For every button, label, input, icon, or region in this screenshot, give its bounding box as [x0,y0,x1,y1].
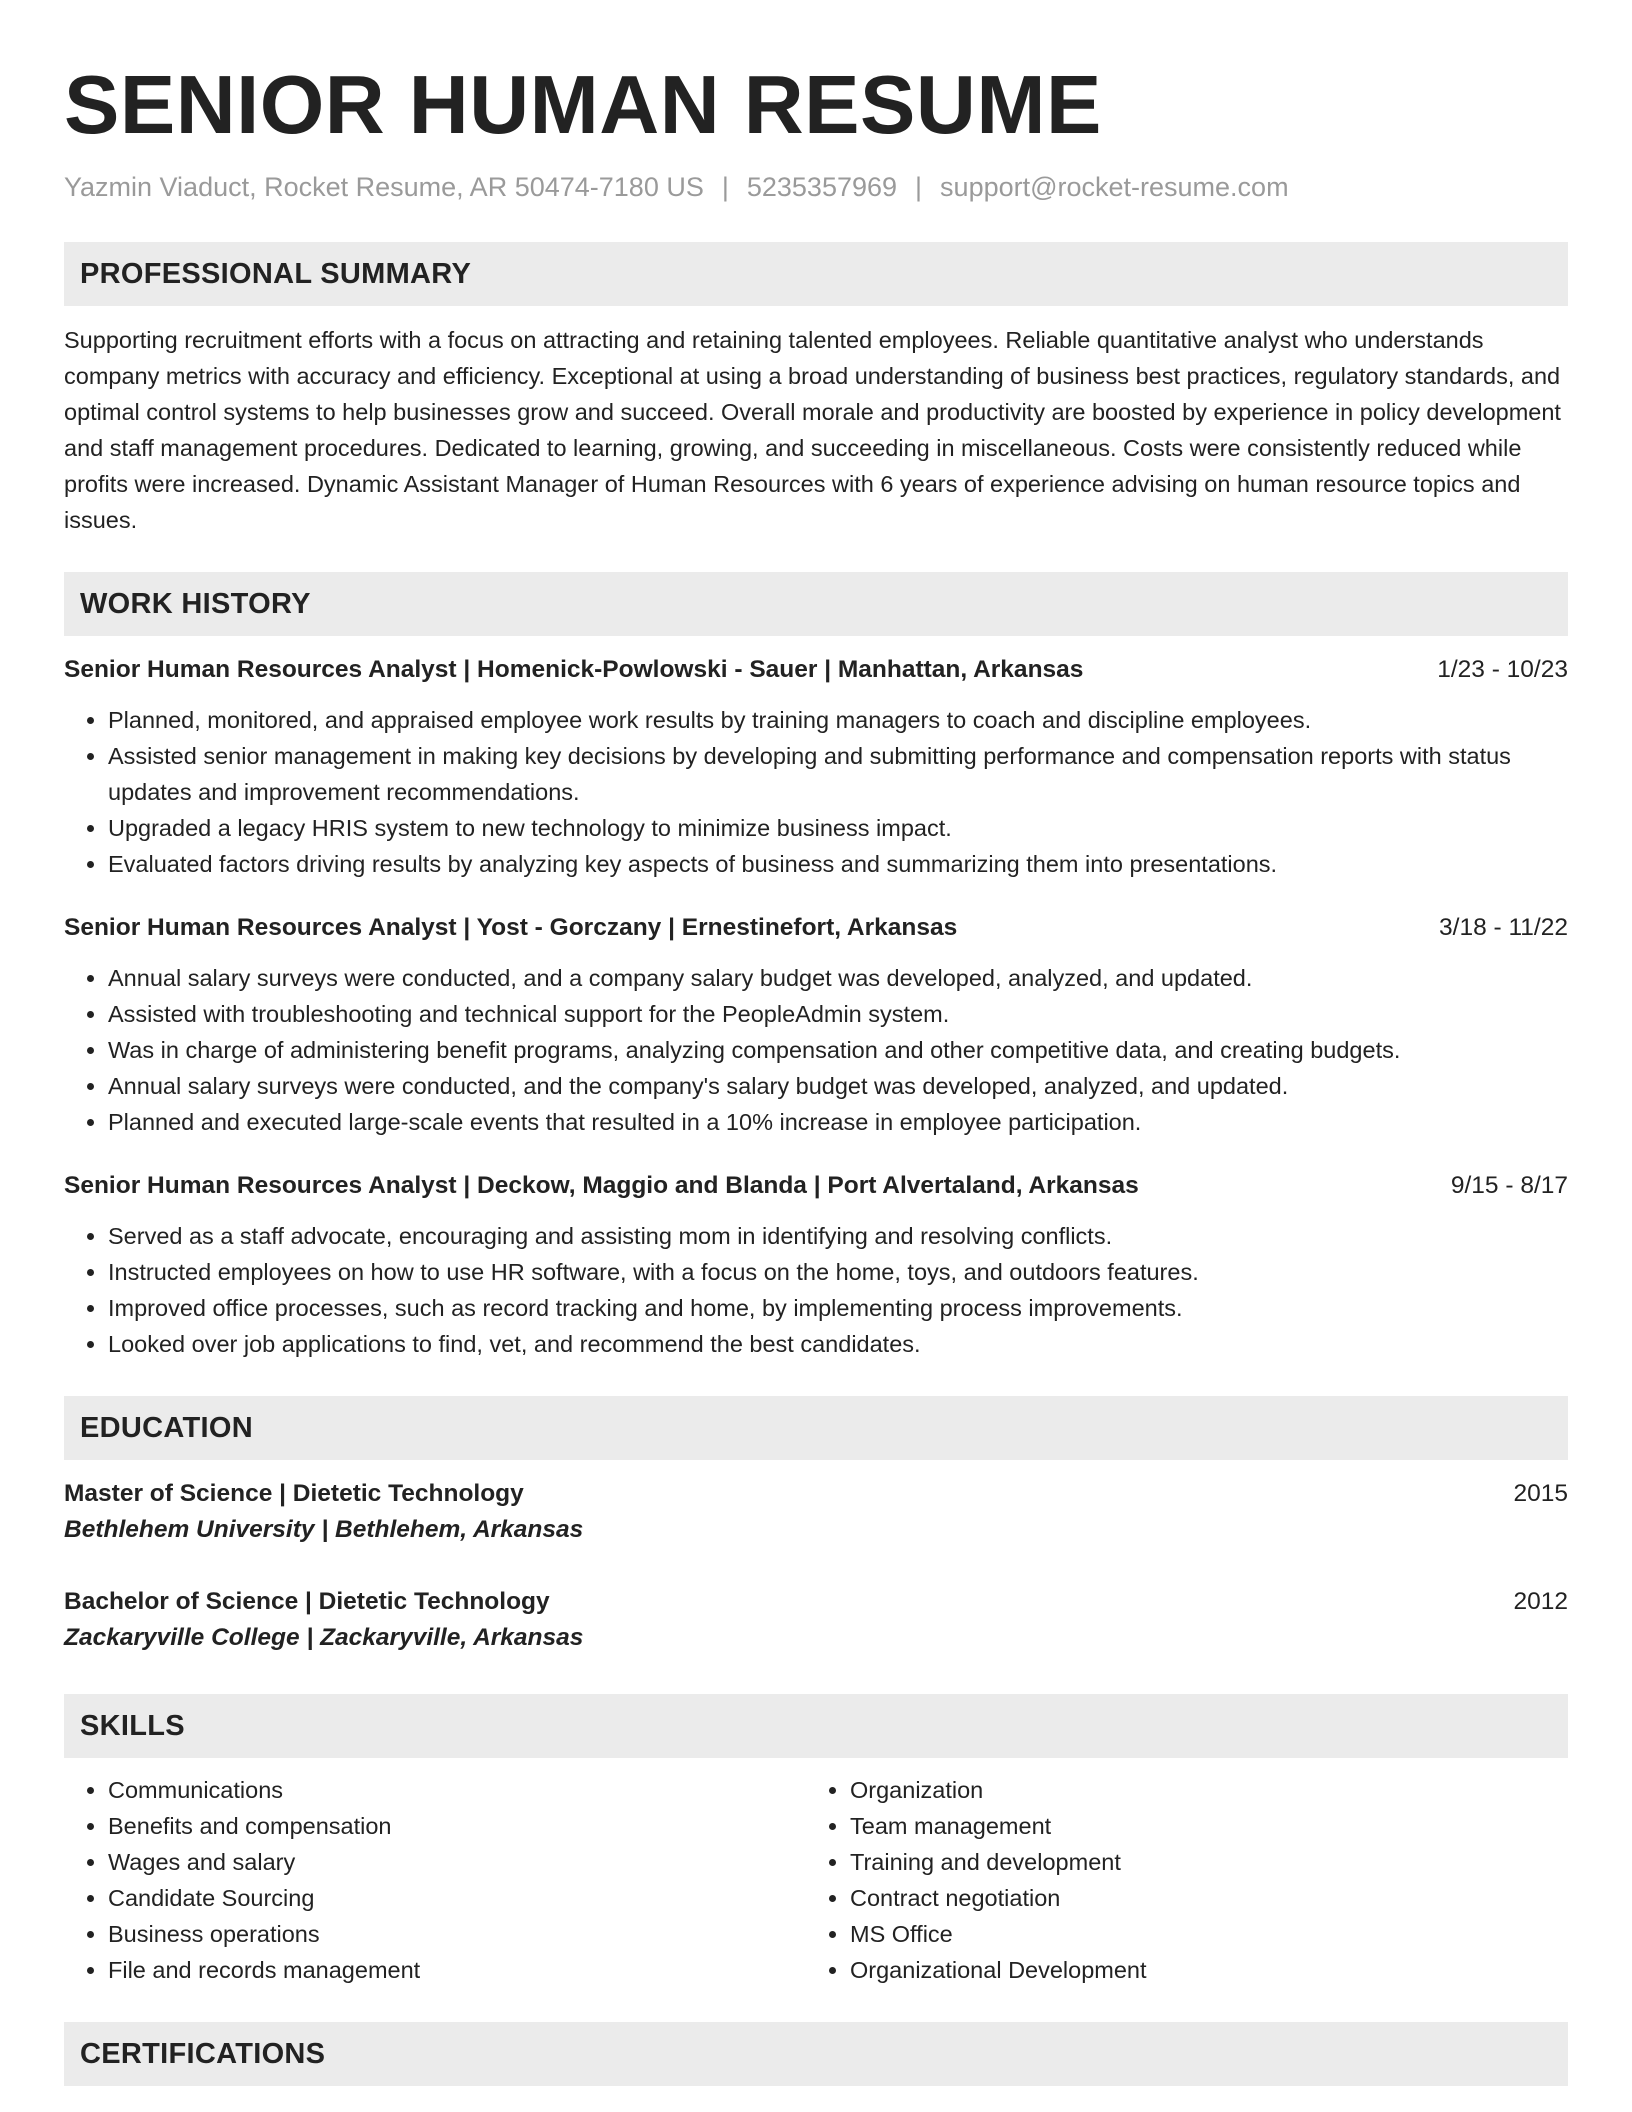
job-bullet: • Annual salary surveys were conducted, and the company's salary budget was developed, analyzed, and updated. [108,1068,1568,1104]
job-bullet: • Evaluated factors driving results by analyzing key aspects of business and summarizing them into presentations. [108,846,1568,882]
job-bullet: • Served as a staff advocate, encouraging and assisting mom in identifying and resolving conflicts. [108,1218,1568,1254]
skill-item: • Contract negotiation [850,1880,1548,1916]
education-school: Zackaryville College | Zackaryville, Arkansas [64,1624,584,1651]
job-entry [64,1168,1568,1362]
job-bullet: • Planned, monitored, and appraised employee work results by training managers to coach and discipline employees. [108,702,1568,738]
job-title: Senior Human Resources Analyst | Homenick-Powlowski - Sauer | Manhattan, Arkansas [64,656,1084,683]
contact-separator: | [721,172,729,202]
job-dates: 1/23 - 10/23 [1437,656,1568,683]
job-bullets [64,960,1568,1140]
section-heading-skills: SKILLS [64,1694,1568,1758]
contact-separator: | [915,172,923,202]
skill-item: • Organization [850,1772,1548,1808]
job-bullets [64,702,1568,882]
skill-item: • MS Office [850,1916,1548,1952]
education-year: 2015 [1513,1480,1568,1507]
education-header [64,1584,1568,1620]
job-dates: 9/15 - 8/17 [1450,1172,1568,1199]
job-bullet: • Was in charge of administering benefit programs, analyzing compensation and other competitive data, and creating budgets. [108,1032,1568,1068]
skill-item: • Team management [850,1808,1548,1844]
education-school: Bethlehem University | Bethlehem, Arkansas [64,1516,584,1543]
skill-item: • Candidate Sourcing [108,1880,806,1916]
job-header [64,910,1568,946]
job-bullets [64,1218,1568,1362]
job-bullet: • Assisted senior management in making key decisions by developing and submitting performance and compensation reports with status updates and improvement recommendations. [108,738,1568,810]
job-bullet: • Annual salary surveys were conducted, and a company salary budget was developed, analyzed, and updated. [108,960,1568,996]
job-bullet: • Planned and executed large-scale events that resulted in a 10% increase in employee participation. [108,1104,1568,1140]
section-heading-certifications: CERTIFICATIONS [64,2022,1568,2086]
skill-item: • Wages and salary [108,1844,806,1880]
education-entry [64,1476,1568,1548]
skills-list-left [64,1772,806,1988]
skills-list-right [806,1772,1548,1988]
contact-email: support@rocket-resume.com [940,172,1289,202]
contact-phone: 5235357969 [746,172,898,202]
contact-line [64,170,1568,204]
job-bullet: • Improved office processes, such as record tracking and home, by implementing process improvements. [108,1290,1568,1326]
job-bullet: • Looked over job applications to find, vet, and recommend the best candidates. [108,1326,1568,1362]
job-bullet: • Assisted with troubleshooting and technical support for the PeopleAdmin system. [108,996,1568,1032]
resume-title: SENIOR HUMAN RESUME [64,58,1102,151]
job-entry [64,652,1568,882]
job-title: Senior Human Resources Analyst | Deckow, Maggio and Blanda | Port Alvertaland, Arkansas [64,1172,1139,1199]
job-title: Senior Human Resources Analyst | Yost - Gorczany | Ernestinefort, Arkansas [64,914,958,941]
skill-item: • Training and development [850,1844,1548,1880]
education-degree: Bachelor of Science | Dietetic Technology [64,1588,550,1615]
skill-item: • File and records management [108,1952,806,1988]
job-bullet: • Instructed employees on how to use HR software, with a focus on the home, toys, and outdoors features. [108,1254,1568,1290]
resume-content [64,56,1568,2086]
job-bullet: • Upgraded a legacy HRIS system to new technology to minimize business impact. [108,810,1568,846]
summary-text: Supporting recruitment efforts with a focus on attracting and retaining talented employees. Reliable quantitative analyst who understands company metrics with accuracy and efficiency. Exceptional at using a broad understanding of business best practices, regulatory standards, and optimal control systems to help businesses grow and succeed. Overall morale and productivity are boosted by experience in policy development and staff management procedures. Dedicated to learning, growing, and succeeding in miscellaneous. Costs were consistently reduced while profits were increased. Dynamic Assistant Manager of Human Resources with 6 years of experience advising on human resource topics and issues. [64,327,1561,533]
education-degree: Master of Science | Dietetic Technology [64,1480,524,1507]
section-heading-summary: PROFESSIONAL SUMMARY [64,242,1568,306]
education-header [64,1476,1568,1512]
contact-address: Yazmin Viaduct, Rocket Resume, AR 50474-7180 US [64,172,704,202]
section-heading-work-history: WORK HISTORY [64,572,1568,636]
job-header [64,652,1568,688]
education-entry [64,1584,1568,1656]
skill-item: • Communications [108,1772,806,1808]
skill-item: • Organizational Development [850,1952,1548,1988]
education-year: 2012 [1513,1588,1568,1615]
job-header [64,1168,1568,1204]
section-heading-education: EDUCATION [64,1396,1568,1460]
skill-item: • Benefits and compensation [108,1808,806,1844]
job-entry [64,910,1568,1140]
job-dates: 3/18 - 11/22 [1439,914,1568,941]
skills-columns [64,1772,1568,1988]
skill-item: • Business operations [108,1916,806,1952]
